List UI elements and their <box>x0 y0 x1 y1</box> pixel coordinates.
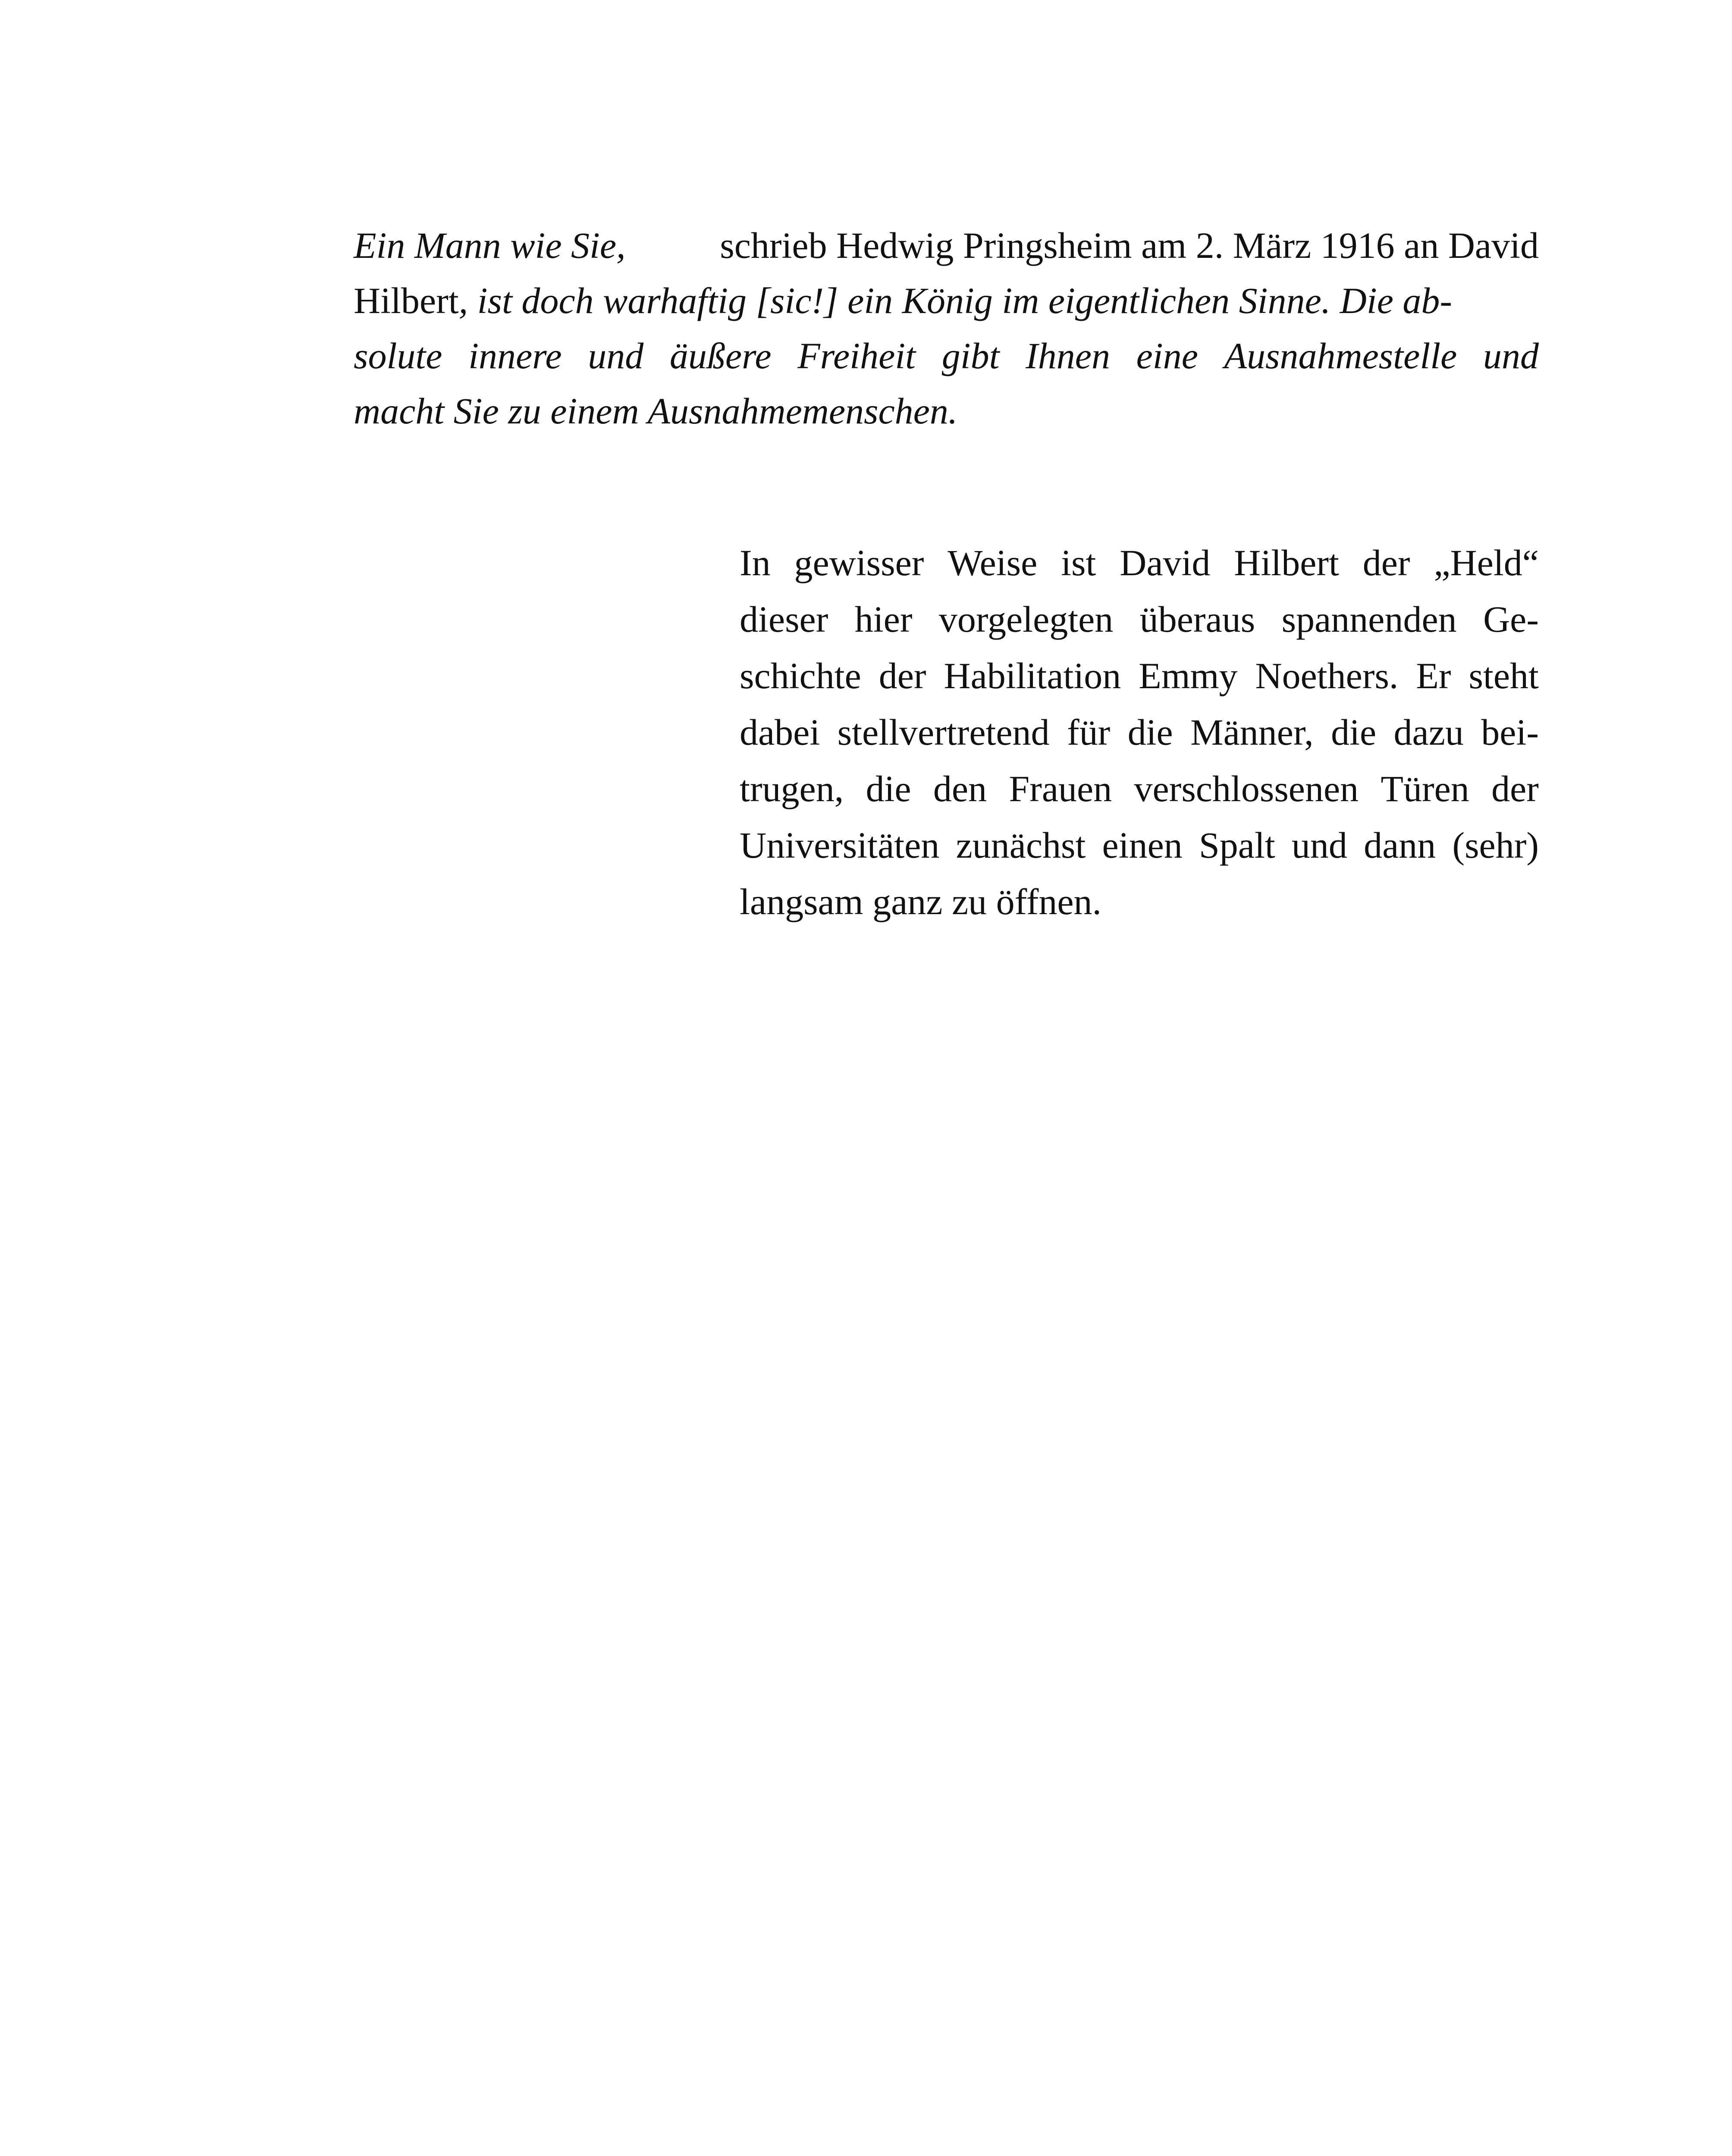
paragraph-word: Emmy <box>1139 655 1238 696</box>
paragraph-word: gewisser <box>794 542 924 583</box>
epigraph-word: und <box>588 335 644 376</box>
paragraph-word: überaus <box>1139 599 1255 640</box>
epigraph-line-1 <box>354 227 1539 264</box>
paragraph-word: Habilitation <box>944 655 1121 696</box>
epigraph-line-2 <box>354 282 1539 319</box>
paragraph-word: Universitäten <box>740 824 940 866</box>
epigraph-quote-middle: , ist doch warhaftig [sic!] ein König im eigentlichen Sinne. Die ab- <box>458 280 1453 321</box>
paragraph-word: David <box>1120 542 1211 583</box>
paragraph-line-7: langsam ganz zu öffnen. <box>740 881 1102 922</box>
paragraph-word: der <box>1362 542 1410 583</box>
paragraph-word: Männer, <box>1190 711 1314 753</box>
epigraph-quote-start: Ein Mann wie Sie, <box>354 225 626 266</box>
paragraph-line-6 <box>740 824 1539 866</box>
paragraph-line-2 <box>740 601 1539 638</box>
paragraph-word: der <box>1491 768 1539 809</box>
epigraph-word: solute <box>354 335 442 376</box>
paragraph-word: der <box>879 655 926 696</box>
paragraph-word: den <box>933 768 987 809</box>
paragraph-word: spannenden <box>1281 599 1457 640</box>
epigraph-attribution-name: Hilbert <box>354 280 459 321</box>
paragraph-word: In <box>740 542 771 583</box>
paragraph-line-5 <box>740 770 1539 807</box>
paragraph-word: hier <box>854 599 913 640</box>
paragraph-word: die <box>1127 711 1173 753</box>
paragraph-word: einen <box>1102 824 1183 866</box>
epigraph-word: innere <box>468 335 562 376</box>
paragraph-word: bei- <box>1481 711 1539 753</box>
epigraph-line-3 <box>354 337 1539 374</box>
epigraph-word: gibt <box>941 335 1000 376</box>
paragraph-word: Türen <box>1381 768 1469 809</box>
paragraph-word: Frauen <box>1009 768 1112 809</box>
paragraph-word: Spalt <box>1199 824 1275 866</box>
paragraph-word: dazu <box>1393 711 1464 753</box>
paragraph-word: trugen, <box>740 768 844 809</box>
paragraph-word: Weise <box>948 542 1038 583</box>
paragraph-line-1 <box>740 544 1539 581</box>
paragraph-word: dabei <box>740 711 820 753</box>
paragraph-word: Noethers. <box>1255 655 1399 696</box>
paragraph-word: und <box>1291 824 1347 866</box>
paragraph-word: Er <box>1416 655 1451 696</box>
paragraph-word: steht <box>1468 655 1539 696</box>
paragraph-word: ist <box>1061 542 1096 583</box>
paragraph-word: schichte <box>740 655 861 696</box>
paragraph-word: die <box>866 768 911 809</box>
paragraph-word: für <box>1067 711 1111 753</box>
paragraph-word: „Held“ <box>1434 542 1539 583</box>
epigraph-line-4: macht Sie zu einem Ausnahmemenschen. <box>354 390 958 432</box>
paragraph-line-3 <box>740 657 1539 694</box>
epigraph-word: äußere <box>669 335 772 376</box>
epigraph-attribution: schrieb Hedwig Pringsheim am 2. März 1916 an David <box>710 225 1539 266</box>
paragraph-word: die <box>1331 711 1377 753</box>
epigraph-word: eine <box>1136 335 1198 376</box>
paragraph-word: Hilbert <box>1234 542 1339 583</box>
paragraph-word: vorgelegten <box>938 599 1114 640</box>
paragraph-line-4 <box>740 711 1539 753</box>
epigraph-word: Freiheit <box>797 335 916 376</box>
paragraph-word: dann <box>1364 824 1436 866</box>
epigraph-word: und <box>1483 335 1539 376</box>
paragraph-word: dieser <box>740 599 828 640</box>
paragraph-word: (sehr) <box>1452 824 1539 866</box>
paragraph-word: Ge- <box>1483 599 1539 640</box>
epigraph-word: Ihnen <box>1026 335 1110 376</box>
epigraph-word: Ausnahmestelle <box>1224 335 1457 376</box>
paragraph-word: verschlossenen <box>1134 768 1359 809</box>
paragraph-word: stellvertretend <box>837 711 1050 753</box>
paragraph-word: zunächst <box>956 824 1086 866</box>
